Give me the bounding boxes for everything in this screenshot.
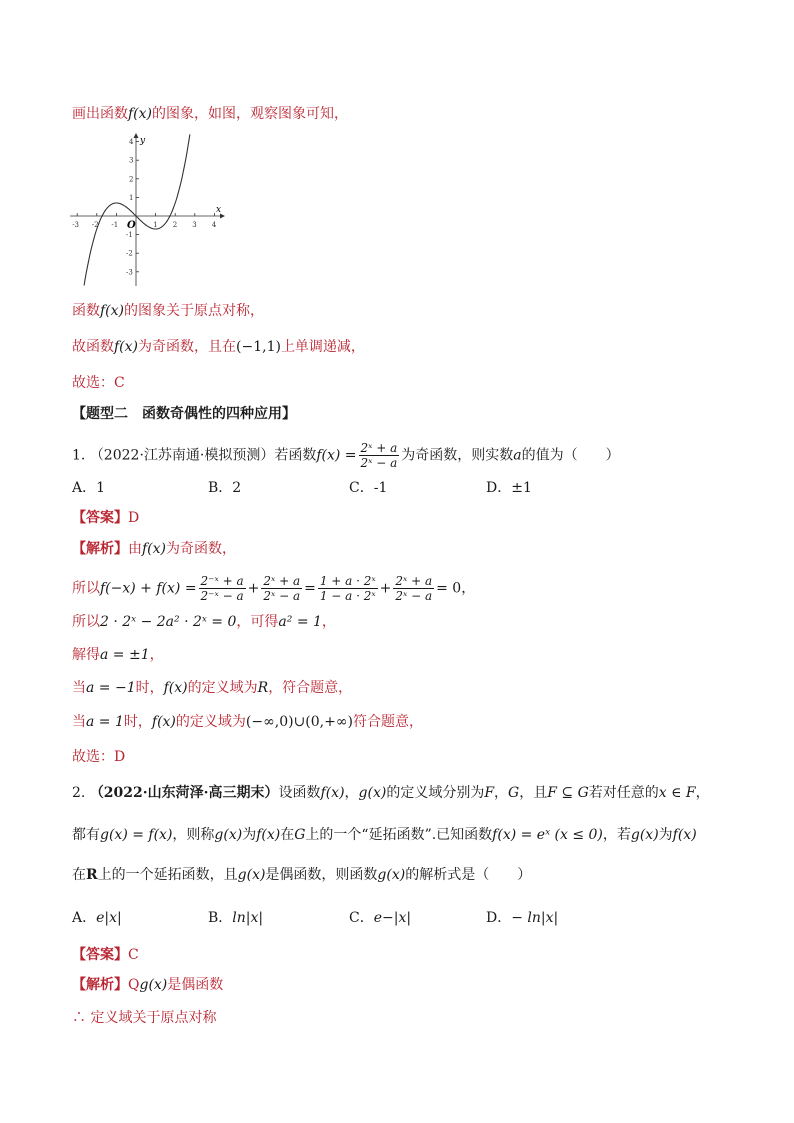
option-text: 1 <box>96 480 106 496</box>
math-set: R <box>86 867 98 883</box>
y-tick-label: 2 <box>129 175 134 184</box>
text: 若对任意的 <box>588 785 659 801</box>
x-tick-label: 2 <box>172 221 178 229</box>
x-tick-label: 4 <box>211 221 217 229</box>
text: 当 <box>72 714 86 730</box>
text: ，则称 <box>172 827 215 843</box>
y-tick-label: -3 <box>126 268 133 277</box>
text: （2022·江苏南通·模拟预测）若函数 <box>89 447 317 464</box>
numerator: 2ˣ + a <box>263 574 301 588</box>
numerator: 2ˣ + a <box>395 574 433 588</box>
fraction-4 <box>393 574 434 603</box>
math-fx: f(x) = <box>316 447 357 464</box>
text: 由 <box>128 541 142 557</box>
math-gx: g(x) <box>139 977 168 993</box>
intro-choice: 故选：C <box>72 375 125 391</box>
math-fx: f(x) <box>163 680 188 696</box>
text: 时， <box>123 714 152 730</box>
q1-choice: 故选：D <box>72 749 126 765</box>
math-var: F <box>484 785 495 801</box>
text: 解得 <box>72 647 100 663</box>
math-gx: g(x) <box>358 785 387 801</box>
math-expr: x ∈ F <box>658 785 696 801</box>
option-letter: A． <box>72 910 97 926</box>
y-tick-label: -2 <box>126 249 133 258</box>
text: 函数 <box>72 303 100 319</box>
option-text: ln|x| <box>232 910 264 926</box>
text: ， <box>695 785 710 801</box>
text: ， <box>494 785 509 801</box>
axes <box>70 138 220 286</box>
fraction <box>359 441 400 470</box>
text: 的值为（ ） <box>521 447 620 464</box>
text: ，且 <box>519 785 548 801</box>
y-axis-arrow <box>134 133 139 138</box>
x-tick-label: -1 <box>111 221 119 229</box>
denominator: 2⁻ˣ − a <box>200 589 244 603</box>
function-graph <box>68 132 228 290</box>
text: Q <box>128 977 140 993</box>
denominator: 2ˣ − a <box>263 589 301 603</box>
q2-analysis-1 <box>72 975 223 995</box>
text: 当 <box>72 680 86 696</box>
curve <box>84 134 190 285</box>
q1-option-d[interactable] <box>486 478 532 498</box>
q2-option-a[interactable] <box>72 908 122 928</box>
math-gx: g(x) <box>214 827 243 843</box>
text: 为奇函数，且在 <box>138 339 237 355</box>
text: = 0， <box>436 580 476 597</box>
math-expr: a² = 1 <box>278 614 322 630</box>
answer-value: C <box>128 947 139 963</box>
q1-answer <box>72 508 139 528</box>
text: 的定义域分别为 <box>386 785 485 801</box>
answer-value: D <box>128 510 140 526</box>
math-gx: g(x) <box>377 867 406 883</box>
math-expr: a = −1 <box>86 680 136 696</box>
fraction-1 <box>199 574 246 603</box>
text: 的定义域为 <box>187 680 258 696</box>
option-letter: B． <box>208 480 233 496</box>
math-fx: f(x) <box>114 339 139 355</box>
q1-option-c[interactable] <box>349 478 387 498</box>
fraction-3 <box>318 574 378 603</box>
text: ，可得 <box>236 614 279 630</box>
q2-answer <box>72 945 139 965</box>
text: 故函数 <box>72 339 114 355</box>
math-fx: f(x) <box>128 106 153 122</box>
option-letter: C． <box>349 910 374 926</box>
q2-option-b[interactable] <box>208 908 263 928</box>
answer-tag: 【答案】 <box>72 947 128 963</box>
denominator: 1 − a · 2ˣ <box>319 589 376 603</box>
option-text: ±1 <box>511 480 532 496</box>
y-tick-label: 4 <box>129 138 134 147</box>
text: 画出函数 <box>72 106 128 122</box>
analysis-tag: 【解析】 <box>72 977 128 993</box>
option-letter: B． <box>208 910 233 926</box>
math-fx: f(x) <box>256 827 281 843</box>
math-expr: g(x) = f(x) <box>100 827 173 843</box>
option-letter: D． <box>486 480 512 496</box>
x-tick-label: -3 <box>72 221 80 229</box>
text: 的定义域为 <box>175 714 246 730</box>
q2-stem-line-2 <box>72 825 697 845</box>
text: ， <box>321 614 336 630</box>
math-expr: a = ±1 <box>100 647 150 663</box>
numerator: 1 + a · 2ˣ <box>319 574 376 588</box>
text: 是偶函数 <box>167 977 224 993</box>
text: 的图象关于原点对称， <box>124 303 265 319</box>
math-fx: f(x) <box>672 827 697 843</box>
math-var: a <box>513 447 522 464</box>
denominator: 2ˣ − a <box>360 456 398 470</box>
text: 是偶函数，则函数 <box>265 867 378 883</box>
q2-stem-line-1 <box>72 783 710 803</box>
source: （2022·山东菏泽·高三期末） <box>89 785 279 801</box>
text: 在 <box>280 827 295 843</box>
math-fx: f(x) <box>151 714 176 730</box>
option-text: e|x| <box>96 910 122 926</box>
text: 的解析式是（ ） <box>405 867 532 883</box>
text: ， <box>149 647 164 663</box>
q2-option-d[interactable] <box>486 908 558 928</box>
text: 为奇函数， <box>166 541 237 557</box>
q2-option-c[interactable] <box>349 908 411 928</box>
q1-analysis-3 <box>72 612 336 632</box>
text: 所以 <box>72 580 100 597</box>
text: 时， <box>135 680 164 696</box>
section-title: 【题型二 函数奇偶性的四种应用】 <box>72 406 296 422</box>
q1-analysis-6 <box>72 712 423 732</box>
text: 为 <box>658 827 673 843</box>
math-fx: f(x) <box>320 785 345 801</box>
answer-tag: 【答案】 <box>72 510 128 526</box>
analysis-tag: 【解析】 <box>72 541 128 557</box>
math-fx: f(x) <box>142 541 167 557</box>
text: 为奇函数，则实数 <box>401 447 514 464</box>
math-expr: f(x) = eˣ (x ≤ 0) <box>492 827 603 843</box>
math-gx: g(x) <box>630 827 659 843</box>
x-axis-label: x <box>216 205 222 215</box>
numerator: 2ˣ + a <box>360 441 398 455</box>
option-text: e−|x| <box>373 910 412 926</box>
text: 符合题意， <box>352 714 423 730</box>
option-text: 2 <box>232 480 242 496</box>
text: 上的一个延拓函数，且 <box>97 867 238 883</box>
intro-line-2 <box>72 301 264 321</box>
math-var: G <box>294 827 306 843</box>
text: 设函数 <box>278 785 321 801</box>
text: 的图象，如图，观察图象可知， <box>152 106 349 122</box>
option-text: -1 <box>373 480 388 496</box>
math-gx: g(x) <box>237 867 266 883</box>
text: ，若 <box>602 827 631 843</box>
math-expr: a = 1 <box>86 714 124 730</box>
text: ， <box>344 785 359 801</box>
intro-line-3 <box>72 337 365 357</box>
q2-analysis-2: ∴ 定义域关于原点对称 <box>72 1010 217 1026</box>
q1-analysis-2: 所以f(−x) + f(x) = $\frac{\text{2⁻ˣ + a}}{\text{2⁻ˣ − a}}$ + $\frac{\text{2ˣ + a}}{\text{2ˣ − a}}$ = $\frac{\text{1 + a · 2ˣ}}{\text{1 − a · 2ˣ}}$ + $\frac{\text{2ˣ + a}}{\text{2ˣ − a}}$ = 0， <box>72 574 476 603</box>
y-tick-label: 3 <box>129 156 134 165</box>
q2-stem-line-3 <box>72 865 531 885</box>
x-tick-label: -2 <box>91 221 99 229</box>
text: 上单调递减， <box>280 339 365 355</box>
text: 在 <box>72 867 86 883</box>
option-letter: A． <box>72 480 97 496</box>
math-domain: R <box>257 680 269 696</box>
numerator: 2⁻ˣ + a <box>200 574 244 588</box>
math-var: G <box>508 785 520 801</box>
intro-line-1 <box>72 104 348 124</box>
q1-analysis-4 <box>72 645 164 665</box>
text: 上的一个“延拓函数”.已知函数 <box>305 827 493 843</box>
math-expr: 2 · 2ˣ − 2a² · 2ˣ = 0 <box>100 614 237 630</box>
x-tick-label: 3 <box>192 221 197 229</box>
text: 都有 <box>72 827 100 843</box>
option-letter: D． <box>486 910 512 926</box>
math-expr: f(−x) + f(x) = <box>100 580 197 597</box>
origin-label: O <box>127 220 136 231</box>
q1-analysis-5 <box>72 678 352 698</box>
q1-stem <box>72 441 620 470</box>
question-number: 1. <box>72 447 86 464</box>
question-number: 2. <box>72 785 86 801</box>
math-expr: F ⊆ G <box>547 785 589 801</box>
fraction-2 <box>261 574 302 603</box>
q1-option-b[interactable] <box>208 478 241 498</box>
x-tick-label: 1 <box>153 221 158 229</box>
math-domain: (−∞,0)∪(0,+∞) <box>245 714 353 730</box>
q1-analysis-1 <box>72 539 236 559</box>
math-fx: f(x) <box>100 303 125 319</box>
y-tick-label: -1 <box>126 231 133 240</box>
denominator: 2ˣ − a <box>395 589 433 603</box>
y-axis-label: y <box>140 136 146 146</box>
q1-option-a[interactable] <box>72 478 105 498</box>
option-text: − ln|x| <box>511 910 559 926</box>
option-letter: C． <box>349 480 374 496</box>
ticks <box>72 138 217 276</box>
text: 所以 <box>72 614 100 630</box>
text: ，符合题意， <box>268 680 353 696</box>
text: 为 <box>242 827 257 843</box>
math-interval: (−1,1) <box>236 339 281 355</box>
y-tick-label: 1 <box>129 193 134 202</box>
